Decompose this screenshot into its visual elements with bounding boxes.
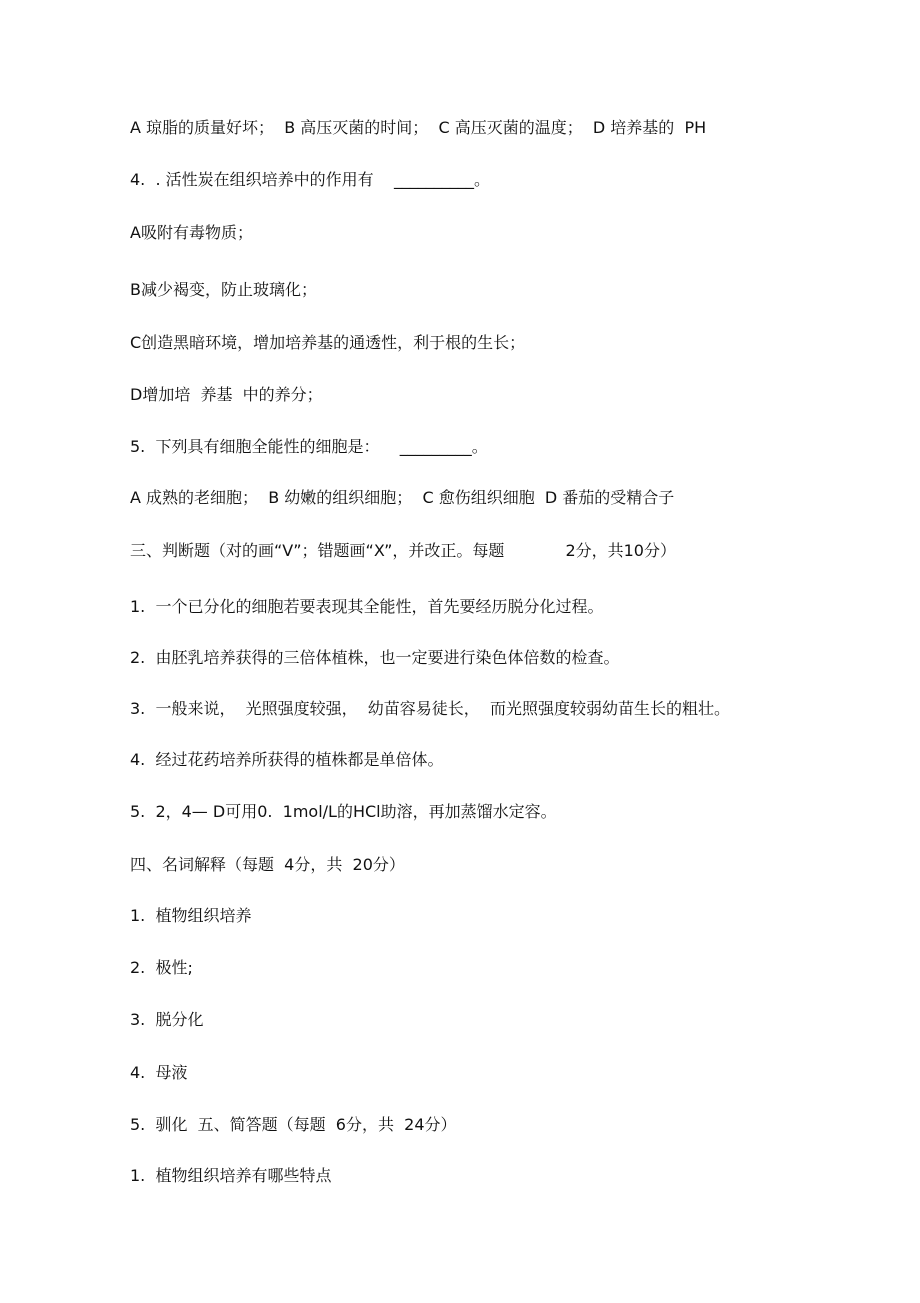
question-4-option-c: C创造黑暗环境，增加培养基的通透性，利于根的生长； [130,333,526,352]
question-5-options: A 成熟的老细胞； B 幼嫩的组织细胞； C 愈伤组织细胞 D 番茄的受精合子 [130,488,675,507]
question-4-option-b: B减少褐变，防止玻璃化； [130,280,317,299]
question-4-option-d: D增加培 养基 中的养分； [130,385,323,404]
judgement-item-2: 2. 由胚乳培养获得的三倍体植株，也一定要进行染色体倍数的检查。 [130,648,620,667]
short-answer-item-1: 1. 植物组织培养有哪些特点 [130,1166,332,1185]
judgement-item-4: 4. 经过花药培养所获得的植株都是单倍体。 [130,750,444,769]
term-item-3: 3. 脱分化 [130,1010,204,1029]
question-3-options: A 琼脂的质量好坏； B 高压灭菌的时间； C 高压灭菌的温度； D 培养基的 PH [130,118,707,137]
question-4-option-a: A吸附有毒物质； [130,223,253,242]
term-item-2: 2. 极性; [130,958,193,977]
term-item-5-and-section-5-heading: 5. 驯化 五、简答题（每题 6分，共 24分） [130,1115,457,1134]
section-4-heading: 四、名词解释（每题 4分，共 20分） [130,855,405,874]
judgement-item-1: 1. 一个已分化的细胞若要表现其全能性，首先要经历脱分化过程。 [130,597,604,616]
question-5-stem: 5. 下列具有细胞全能性的细胞是： _________。 [130,437,488,456]
judgement-item-3: 3. 一般来说， 光照强度较强， 幼苗容易徒长， 而光照强度较弱幼苗生长的粗壮。 [130,699,730,718]
term-item-1: 1. 植物组织培养 [130,906,252,925]
section-3-heading: 三、判断题（对的画“V”；错题画“X”，并改正。每题 2分，共10分） [130,541,676,560]
judgement-item-5: 5. 2，4— D可用0. 1mol/L的HCl助溶，再加蒸馏水定容。 [130,802,557,821]
term-item-4: 4. 母液 [130,1063,188,1082]
question-4-stem: 4. . 活性炭在组织培养中的作用有 __________。 [130,170,490,189]
